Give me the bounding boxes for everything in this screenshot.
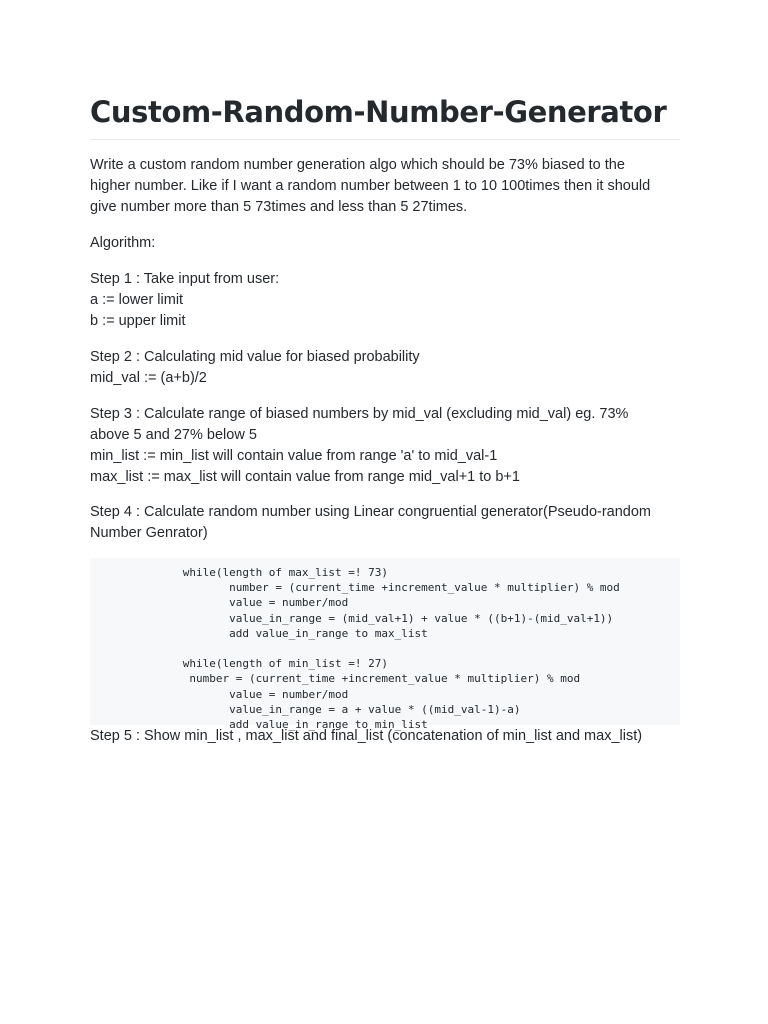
code-content (90, 565, 620, 732)
code-line: value = number/mod (90, 687, 349, 701)
intro-paragraph (90, 155, 680, 218)
step-4-line: Number Genrator) (90, 525, 208, 541)
code-block (90, 558, 680, 731)
code-line: number = (current_time +increment_value * multiplier) % mod (90, 581, 620, 595)
intro-line: higher number. Like if I want a random number between 1 to 10 100times then it should (90, 178, 651, 194)
step-2-line: mid_val := (a+b)/2 (90, 370, 207, 386)
algorithm-heading (90, 233, 680, 254)
code-line (90, 641, 620, 656)
step-3-paragraph (90, 404, 680, 488)
page-title: Custom-Random-Number-Generator (90, 95, 667, 129)
intro-line: Write a custom random number generation algo which should be 73% biased to the (90, 157, 625, 173)
step-3-line: above 5 and 27% below 5 (90, 427, 257, 443)
code-line: value_in_range = (mid_val+1) + value * ((b+1)-(mid_val+1)) (90, 611, 614, 625)
code-line: add value_in_range to min_list (90, 717, 428, 731)
code-line: while(length of min_list =! 27) (90, 657, 389, 671)
step-4-paragraph (90, 502, 680, 544)
code-line: number = (current_time +increment_value * multiplier) % mod (90, 672, 581, 686)
title-divider (90, 139, 680, 140)
step-1-paragraph (90, 269, 680, 332)
step-4-title: Step 4 : Calculate random number using Linear congruential generator(Pseudo-random (90, 504, 651, 520)
step-1-line: a := lower limit (90, 292, 184, 308)
step-5-title: Step 5 : Show min_list , max_list and final_list (concatenation of min_list and max_list) (90, 728, 643, 744)
code-line: while(length of max_list =! 73) (90, 566, 389, 579)
step-3-line: min_list := min_list will contain value from range 'a' to mid_val-1 (90, 448, 498, 464)
step-2-title: Step 2 : Calculating mid value for biased probability (90, 349, 420, 365)
step-1-title: Step 1 : Take input from user: (90, 271, 280, 287)
step-3-line: max_list := max_list will contain value from range mid_val+1 to b+1 (90, 469, 520, 485)
code-line: value_in_range = a + value * ((mid_val-1)-a) (90, 702, 521, 716)
step-2-paragraph (90, 347, 680, 389)
code-line: add value_in_range to max_list (90, 626, 428, 640)
code-line: value = number/mod (90, 596, 349, 610)
step-3-title: Step 3 : Calculate range of biased numbers by mid_val (excluding mid_val) eg. 73% (90, 406, 629, 422)
intro-line: give number more than 5 73times and less than 5 27times. (90, 199, 468, 215)
step-1-line: b := upper limit (90, 313, 186, 329)
step-5-paragraph (90, 726, 680, 747)
algorithm-heading-text: Algorithm: (90, 235, 156, 251)
